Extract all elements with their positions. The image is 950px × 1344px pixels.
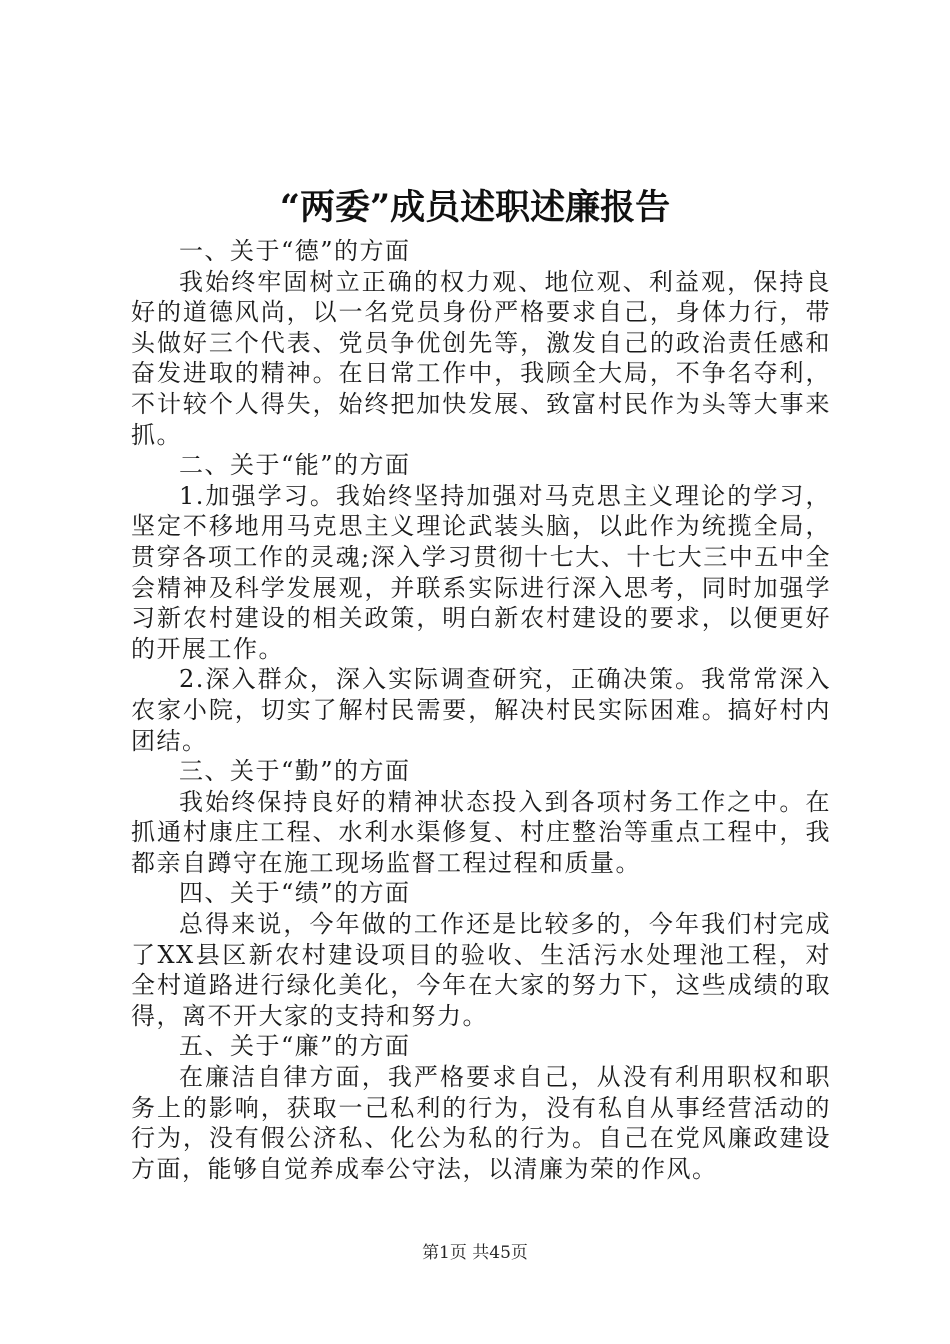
- section-heading-de: 一、关于“德”的方面: [179, 237, 411, 265]
- page-number-footer: 第1页 共45页: [422, 1243, 528, 1263]
- paragraph-ji: 总得来说，今年做的工作还是比较多的，今年我们村完成了XX县区新农村建设项目的验收、生活污水处理池工程，对全村道路进行绿化美化，今年在大家的努力下，这些成绩的取得，离不开大家的支持和努力。: [131, 910, 831, 1030]
- document-title: “两委”成员述职述廉报告: [279, 187, 671, 228]
- section-heading-ji: 四、关于“绩”的方面: [179, 879, 411, 908]
- paragraph-qin: 我始终保持良好的精神状态投入到各项村务工作之中。在抓通村康庄工程、水利水渠修复、村庄整治等重点工程中，我都亲自蹲守在施工现场监督工程过程和质量。: [131, 787, 831, 877]
- section-heading-neng: 二、关于“能”的方面: [179, 451, 411, 480]
- paragraph-lian: 在廉洁自律方面，我严格要求自己，从没有利用职权和职务上的影响，获取一己私利的行为，没有私自从事经营活动的行为，没有假公济私、化公为私的行为。自己在党风廉政建设方面，能够自觉养成奉公守法，以清廉为荣的作风。: [131, 1063, 831, 1183]
- paragraph-de: 我始终牢固树立正确的权力观、地位观、利益观，保持良好的道德风尚，以一名党员身份严格要求自己，身体力行，带头做好三个代表、党员争优创先等，激发自己的政治责任感和奋发进取的精神。在日常工作中，我顾全大局，不争名夺利，不计较个人得失，始终把加快发展、致富村民作为头等大事来抓。: [131, 267, 831, 449]
- section-heading-qin: 三、关于“勤”的方面: [179, 757, 411, 786]
- document-body: [131, 236, 831, 1184]
- section-heading-lian: 五、关于“廉”的方面: [179, 1032, 411, 1061]
- paragraph-neng-1: 1.加强学习。我始终坚持加强对马克思主义理论的学习，坚定不移地用马克思主义理论武装头脑，以此作为统揽全局，贯穿各项工作的灵魂;深入学习贯彻十七大、十七大三中五中全会精神及科学发展观，并联系实际进行深入思考，同时加强学习新农村建设的相关政策，明白新农村建设的要求，以便更好的开展工作。: [131, 481, 831, 663]
- paragraph-neng-2: 2.深入群众，深入实际调查研究，正确决策。我常常深入农家小院，切实了解村民需要，解决村民实际困难。搞好村内团结。: [131, 665, 831, 755]
